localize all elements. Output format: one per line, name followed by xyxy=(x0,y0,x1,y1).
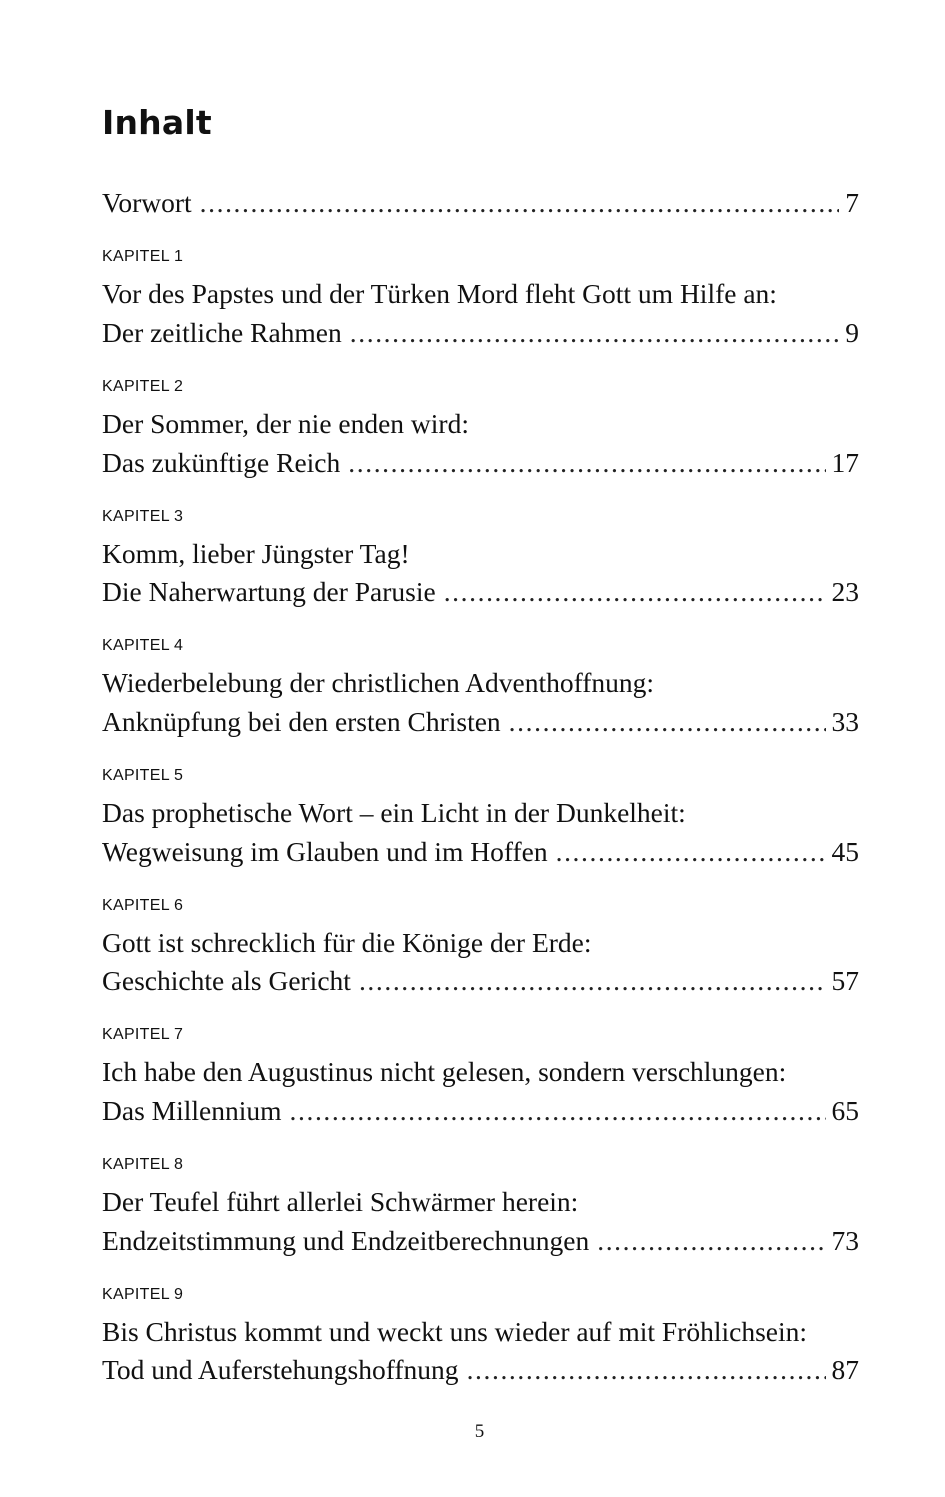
toc-page-number: 87 xyxy=(831,1354,859,1385)
toc-entry-chapter-1 xyxy=(102,313,859,353)
toc-page-number: 23 xyxy=(831,576,859,607)
toc-entry-chapter-7 xyxy=(102,1091,859,1131)
toc-entry-chapter-9 xyxy=(102,1350,859,1390)
toc-page-number: 65 xyxy=(831,1095,859,1126)
chapter-label: KAPITEL 4 xyxy=(102,637,184,654)
chapter-subtitle: Endzeitstimmung und Endzeitberechnungen xyxy=(102,1225,590,1256)
toc-page-number: 17 xyxy=(831,447,859,478)
chapter-heading: Wiederbelebung der christlichen Adventhoffnung: xyxy=(102,667,655,698)
dot-leader xyxy=(444,572,826,612)
chapter-heading: Bis Christus kommt und weckt uns wieder auf mit Fröhlichsein: xyxy=(102,1316,808,1347)
toc-entry-chapter-6 xyxy=(102,961,859,1001)
chapter-subtitle: Geschichte als Gericht xyxy=(102,965,351,996)
toc-page-number: 9 xyxy=(845,317,859,348)
toc-page-number: 33 xyxy=(831,706,859,737)
dot-leader xyxy=(200,183,840,223)
chapter-label: KAPITEL 5 xyxy=(102,767,184,784)
dot-leader xyxy=(348,443,825,483)
toc-entry-chapter-4 xyxy=(102,702,859,742)
toc-entry-chapter-5 xyxy=(102,832,859,872)
dot-leader xyxy=(597,1221,825,1261)
toc-page xyxy=(102,0,859,1497)
toc-entry-preface xyxy=(102,183,859,223)
chapter-label: KAPITEL 2 xyxy=(102,378,184,395)
toc-page-number: 45 xyxy=(831,836,859,867)
chapter-label: KAPITEL 1 xyxy=(102,248,184,265)
chapter-heading: Das prophetische Wort – ein Licht in der Dunkelheit: xyxy=(102,797,686,828)
page-number-footer: 5 xyxy=(474,1421,485,1442)
chapter-subtitle: Die Naherwartung der Parusie xyxy=(102,576,436,607)
chapter-label: KAPITEL 7 xyxy=(102,1026,184,1043)
chapter-subtitle: Anknüpfung bei den ersten Christen xyxy=(102,706,501,737)
chapter-heading: Ich habe den Augustinus nicht gelesen, sondern verschlungen: xyxy=(102,1056,787,1087)
chapter-label: KAPITEL 8 xyxy=(102,1156,184,1173)
toc-entry-title: Vorwort xyxy=(102,187,192,218)
chapter-heading: Der Sommer, der nie enden wird: xyxy=(102,408,469,439)
dot-leader xyxy=(290,1091,826,1131)
toc-page-number: 7 xyxy=(845,187,859,218)
dot-leader xyxy=(350,313,839,353)
chapter-subtitle: Das Millennium xyxy=(102,1095,282,1126)
chapter-subtitle: Das zukünftige Reich xyxy=(102,447,341,478)
toc-entry-chapter-3 xyxy=(102,572,859,612)
toc-entry-chapter-8 xyxy=(102,1221,859,1261)
toc-page-number: 57 xyxy=(831,965,859,996)
dot-leader xyxy=(556,832,826,872)
dot-leader xyxy=(359,961,826,1001)
dot-leader xyxy=(467,1350,826,1390)
dot-leader xyxy=(509,702,826,742)
toc-page-number: 73 xyxy=(831,1225,859,1256)
chapter-subtitle: Der zeitliche Rahmen xyxy=(102,317,342,348)
page-title: Inhalt xyxy=(102,103,212,142)
chapter-heading: Gott ist schrecklich für die Könige der Erde: xyxy=(102,927,592,958)
chapter-label: KAPITEL 3 xyxy=(102,508,184,525)
chapter-subtitle: Wegweisung im Glauben und im Hoffen xyxy=(102,836,548,867)
chapter-label: KAPITEL 9 xyxy=(102,1286,184,1303)
chapter-subtitle: Tod und Auferstehungshoffnung xyxy=(102,1354,459,1385)
chapter-heading: Der Teufel führt allerlei Schwärmer herein: xyxy=(102,1186,579,1217)
toc-entry-chapter-2 xyxy=(102,443,859,483)
chapter-heading: Vor des Papstes und der Türken Mord fleht Gott um Hilfe an: xyxy=(102,278,777,309)
chapter-label: KAPITEL 6 xyxy=(102,897,184,914)
chapter-heading: Komm, lieber Jüngster Tag! xyxy=(102,538,410,569)
